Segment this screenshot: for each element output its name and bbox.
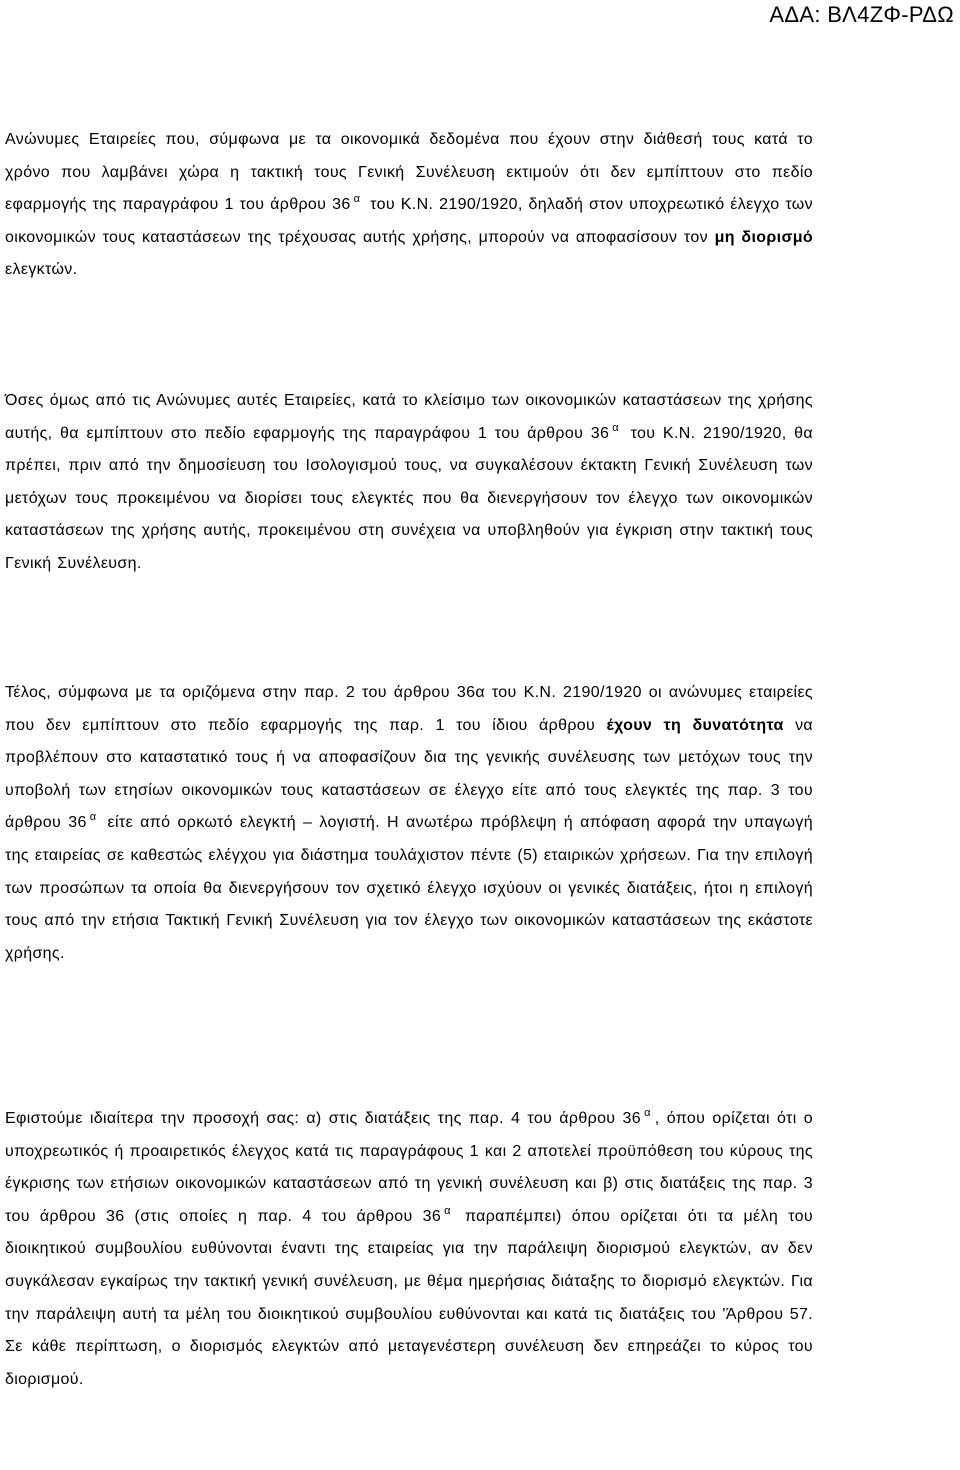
emphasis-have-the-option: έχουν τη δυνατότητα [606,716,784,734]
paragraph-4-text-3: παραπέμπει) όπου ορίζεται ότι τα μέλη του διοικητικού συμβουλίου ευθύνονται έναντι της εταιρείας για την παράλειψη διορισμού ελεγκτών, αν δεν συγκάλεσαν εγκαίρως την τακτική γενική συνέλευση, με θέμα ημερήσιας διάταξης το διορισμό ελεγκτών. Για την παράλειψη αυτή τα μέλη του διοικητικού συμβουλίου ευθύνονται και κατά τις διατάξεις του 'Άρθρου 57. Σε κάθε περίπτωση, ο διορισμός ελεγκτών από μεταγενέστερη συνέλευση δεν επηρεάζει το κύρος του διορισμού. [5,1207,813,1388]
paragraph-3-text-2: να προβλέπουν στο καταστατικό τους ή να αποφασίζουν δια της γενικής συνέλευσης των μετόχων τους την υποβολή των ετησίων οικονομικών τους καταστάσεων σε έλεγχο είτε από τους ελεγκτές της παρ. 3 του άρθρου 36 [5,716,814,832]
ada-code: ΑΔΑ: ΒΛ4ΖΦ-ΡΔΩ [769,2,954,27]
superscript-alpha: α [89,811,97,824]
paragraph-2 [5,385,813,581]
paragraph-3-text-1: Τέλος, σύμφωνα με τα οριζόμενα στην παρ. 2 του άρθρου 36α του Κ.Ν. 2190/1920 οι ανώνυμες εταιρείες που δεν εμπίπτουν στο πεδίο εφαρμογής της παρ. 1 του ίδιου άρθρου [5,684,813,734]
paragraph-2-text-2: του Κ.Ν. 2190/1920, θα πρέπει, πριν από την δημοσίευση του Ισολογισμού τους, να συγκαλέσουν έκτακτη Γενική Συνέλευση των μετόχων τους προκειμένου να διορίσει τους ελεγκτές που θα διενεργήσουν τον έλεγχο των οικονομικών καταστάσεων της χρήσης αυτής, προκειμένου στη συνέχεια να υποβληθούν για έγκριση στην τακτική τους Γενική Συνέλευση. [5,424,814,572]
paragraph-4-text-1: Εφιστούμε ιδιαίτερα την προσοχή σας: α) στις διατάξεις της παρ. 4 του άρθρου 36 [5,1110,642,1127]
paragraph-1-text-3: ελεγκτών. [5,261,78,279]
paragraph-4 [5,1103,813,1396]
paragraph-1-text-1: Ανώνυμες Εταιρείες που, σύμφωνα με τα οικονομικά δεδομένα που έχουν στην διάθεσή τους κατά το χρόνο που λαμβάνει χώρα η τακτική τους Γενική Συνέλευση εκτιμούν ότι δεν εμπίπτουν στο πεδίο εφαρμογής της παραγράφου 1 του άρθρου 36 [5,131,813,214]
paragraph-1-text-2: του Κ.Ν. 2190/1920, δηλαδή στον υποχρεωτικό έλεγχο των οικονομικών τους καταστάσεων της τρέχουσας αυτής χρήσης, μπορούν να αποφασίσουν τον [5,196,814,246]
superscript-alpha: α [644,1107,651,1119]
paragraph-4-text-2: , όπου ορίζεται ότι ο υποχρεωτικός ή προαιρετικός έλεγχος κατά τις παραγράφους 1 και 2 αποτελεί προϋπόθεση του κύρους της έγκρισης των ετήσιων οικονομικών καταστάσεων από τη γενική συνέλευση και β) στις διατάξεις της παρ. 3 του άρθρου 36 (στις οποίες η παρ. 4 του άρθρου 36 [5,1110,813,1225]
superscript-alpha: α [612,421,619,434]
paragraph-3 [5,677,813,970]
superscript-alpha: α [444,1204,451,1217]
paragraph-1 [5,124,813,287]
paragraph-3-text-3: είτε από ορκωτό ελεγκτή – λογιστή. Η ανωτέρω πρόβλεψη ή απόφαση αφορά την υπαγωγή της εταιρείας σε καθεστώς ελέγχου για διάστημα τουλάχιστον πέντε (5) εταιρικών χρήσεων. Για την επιλογή των προσώπων τα οποία θα διενεργήσουν τον σχετικό έλεγχο ισχύουν οι γενικές διατάξεις, ήτοι η επιλογή τους από την ετήσια Τακτική Γενική Συνέλευση για τον έλεγχο των οικονομικών καταστάσεων της εκάστοτε χρήσης. [5,814,813,962]
paragraph-2-text-1: Όσες όμως από τις Ανώνυμες αυτές Εταιρείες, κατά το κλείσιμο των οικονομικών καταστάσεων της χρήσης αυτής, θα εμπίπτουν στο πεδίο εφαρμογής της παραγράφου 1 του άρθρου 36 [5,392,813,442]
emphasis-no-appointment: μη διορισμό [714,228,814,246]
superscript-alpha: α [353,193,361,206]
